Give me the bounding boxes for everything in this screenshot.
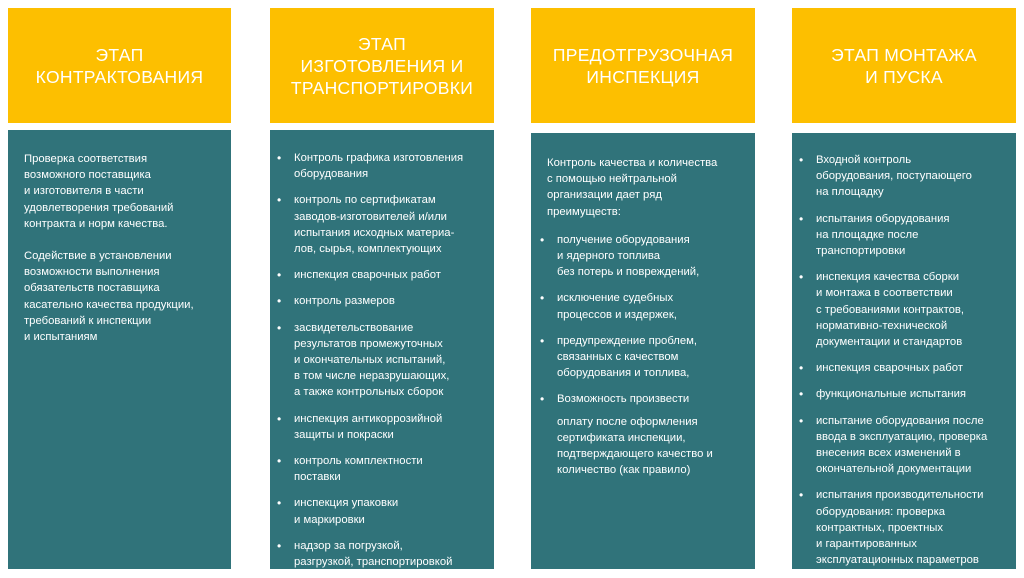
list-item: • контроль комплектности поставки — [272, 453, 488, 485]
list-item: • испытания производительности оборудования: проверка контрактных, проектных и гарантированных эксплуатационных параметров — [794, 487, 1010, 568]
list-item: • надзор за погрузкой, разгрузкой, транспортировкой — [272, 538, 488, 570]
list-item: • засвидетельствование результатов промежуточных и окончательных испытаний, в том числе неразрушающих, а также контрольных сборок — [272, 320, 488, 401]
contracting-panel — [8, 130, 231, 569]
bullet-list — [794, 152, 1010, 568]
manufacturing-panel — [270, 130, 494, 569]
list-item: • Контроль графика изготовления оборудования — [272, 150, 488, 182]
list-item: • инспекция сварочных работ — [272, 267, 488, 283]
list-item: • Возможность произвести — [535, 391, 749, 407]
list-item: • исключение судебных процессов и издержек, — [535, 290, 749, 322]
installation-panel — [792, 133, 1016, 569]
stage-header-manufacturing — [270, 8, 494, 123]
list-item: • контроль по сертификатам заводов-изготовителей и/или испытания исходных материа- лов, сырья, комплектующих — [272, 192, 488, 257]
list-item-continuation: оплату после оформления сертификата инспекции, подтверждающего качество и количество (как правило) — [557, 415, 713, 477]
list-item: • функциональные испытания — [794, 386, 1010, 402]
stage-title: ЭТАП КОНТРАКТОВАНИЯ — [35, 44, 204, 87]
list-item: • Входной контроль оборудования, поступающего на площадку — [794, 152, 1010, 201]
paragraph: Содействие в установлении возможности выполнения обязательств поставщика касательно качества продукции, требований к инспекции и испытаниям — [24, 250, 194, 344]
stage-title: ЭТАП МОНТАЖА И ПУСКА — [831, 44, 977, 87]
paragraph: Проверка соответствия возможного поставщика и изготовителя в части удовлетворения требований контракта и норм качества. — [24, 153, 174, 230]
list-item: • инспекция антикоррозийной защиты и покраски — [272, 411, 488, 443]
list-item: • испытание оборудования после ввода в эксплуатацию, проверка внесения всех изменений в окончательной документации — [794, 413, 1010, 478]
stage-header-installation — [792, 8, 1016, 123]
list-item: • инспекция сварочных работ — [794, 360, 1010, 376]
stage-header-contracting — [8, 8, 231, 123]
intro-text: Контроль качества и количества с помощью нейтральной организации дает ряд преимуществ: — [547, 157, 718, 218]
list-item: • испытания оборудования на площадке после транспортировки — [794, 211, 1010, 260]
list-item: • предупреждение проблем, связанных с качеством оборудования и топлива, — [535, 333, 749, 382]
list-item: • инспекция упаковки и маркировки — [272, 495, 488, 527]
stage-header-preshipment — [531, 8, 755, 123]
bullet-list — [535, 232, 749, 479]
list-item: • получение оборудования и ядерного топлива без потерь и повреждений, — [535, 232, 749, 281]
stage-title: ЭТАП ИЗГОТОВЛЕНИЯ И ТРАНСПОРТИРОВКИ — [290, 33, 474, 98]
preshipment-panel — [531, 133, 755, 569]
list-item: • инспекция качества сборки и монтажа в соответствии с требованиями контрактов, нормативно-технической документации и стандартов — [794, 269, 1010, 350]
bullet-list — [272, 150, 488, 570]
stage-title: ПРЕДОТГРУЗОЧНАЯ ИНСПЕКЦИЯ — [552, 44, 734, 87]
list-item: • контроль размеров — [272, 293, 488, 309]
